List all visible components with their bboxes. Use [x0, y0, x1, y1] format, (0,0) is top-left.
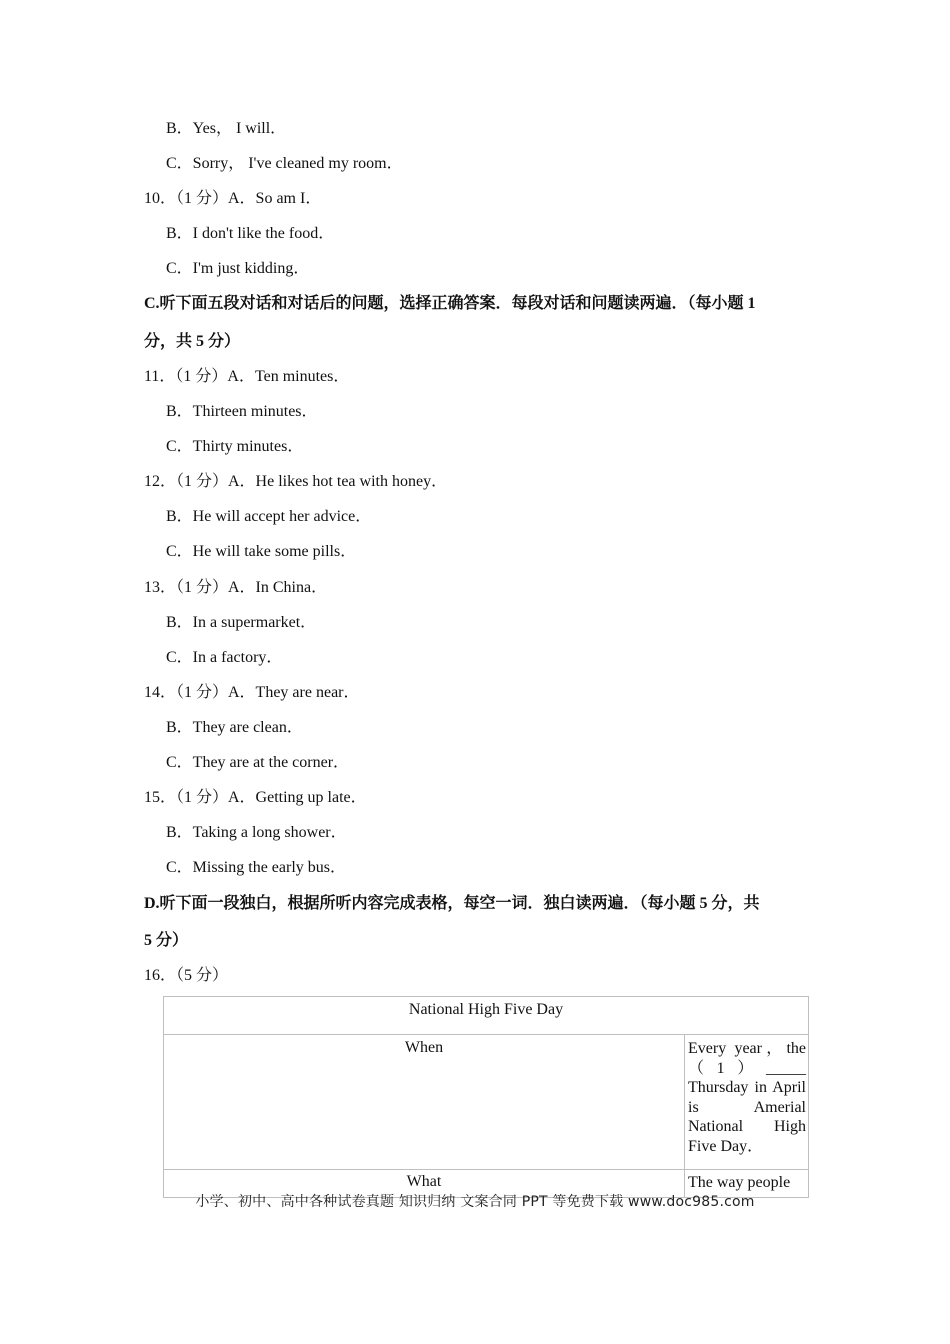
q15-option-a: 15．（1 分）A．Getting up late． [144, 789, 367, 806]
table-row-label-what: What [164, 1170, 685, 1198]
section-d-instructions: D.听下面一段独白，根据所听内容完成表格，每空一词．独白读两遍．（每小题 5 分，共 [144, 895, 760, 912]
section-d-instructions-cont: 5 分） [144, 932, 189, 949]
q9-option-c: C．Sorry， I've cleaned my room． [166, 155, 403, 172]
q11-option-a: 11．（1 分）A．Ten minutes． [144, 368, 350, 385]
section-c-instructions: C.听下面五段对话和对话后的问题，选择正确答案．每段对话和问题读两遍．（每小题 1 [144, 295, 756, 312]
table-row [164, 1035, 809, 1170]
q16-label: 16．（5 分） [144, 967, 229, 984]
section-c-instructions-cont: 分，共 5 分） [144, 333, 241, 350]
q14-option-a: 14．（1 分）A．They are near． [144, 684, 360, 701]
q10-option-c: C．I'm just kidding． [166, 260, 310, 277]
q14-option-c: C．They are at the corner． [166, 754, 350, 771]
table-row-label-when: When [164, 1035, 685, 1170]
q13-option-a: 13．（1 分）A．In China． [144, 579, 328, 596]
answer-table [163, 996, 809, 1198]
table-row-value-when: Every year，the（1）_____ Thursday in April is Amerial National High Five Day． [685, 1035, 809, 1170]
q12-option-b: B．He will accept her advice． [166, 508, 372, 525]
q15-option-c: C．Missing the early bus． [166, 859, 346, 876]
table-title-row [164, 997, 809, 1035]
table-row-value-what: The way people [685, 1170, 809, 1198]
q15-option-b: B．Taking a long shower． [166, 824, 347, 841]
table-title: National High Five Day [164, 997, 809, 1035]
q11-option-c: C．Thirty minutes． [166, 438, 304, 455]
q13-option-c: C．In a factory． [166, 649, 283, 666]
q12-option-c: C．He will take some pills． [166, 543, 357, 560]
q10-option-b: B．I don't like the food． [166, 225, 335, 242]
q9-option-b: B．Yes， I will． [166, 120, 287, 137]
q11-option-b: B．Thirteen minutes． [166, 403, 318, 420]
q14-option-b: B．They are clean． [166, 719, 303, 736]
q13-option-b: B．In a supermarket． [166, 614, 317, 631]
q12-option-a: 12．（1 分）A．He likes hot tea with honey． [144, 473, 448, 490]
page-footer: 小学、初中、高中各种试卷真题 知识归纳 文案合同 PPT 等免费下载 www.doc985.com [195, 1194, 755, 1210]
q10-option-a: 10．（1 分）A．So am I． [144, 190, 322, 207]
